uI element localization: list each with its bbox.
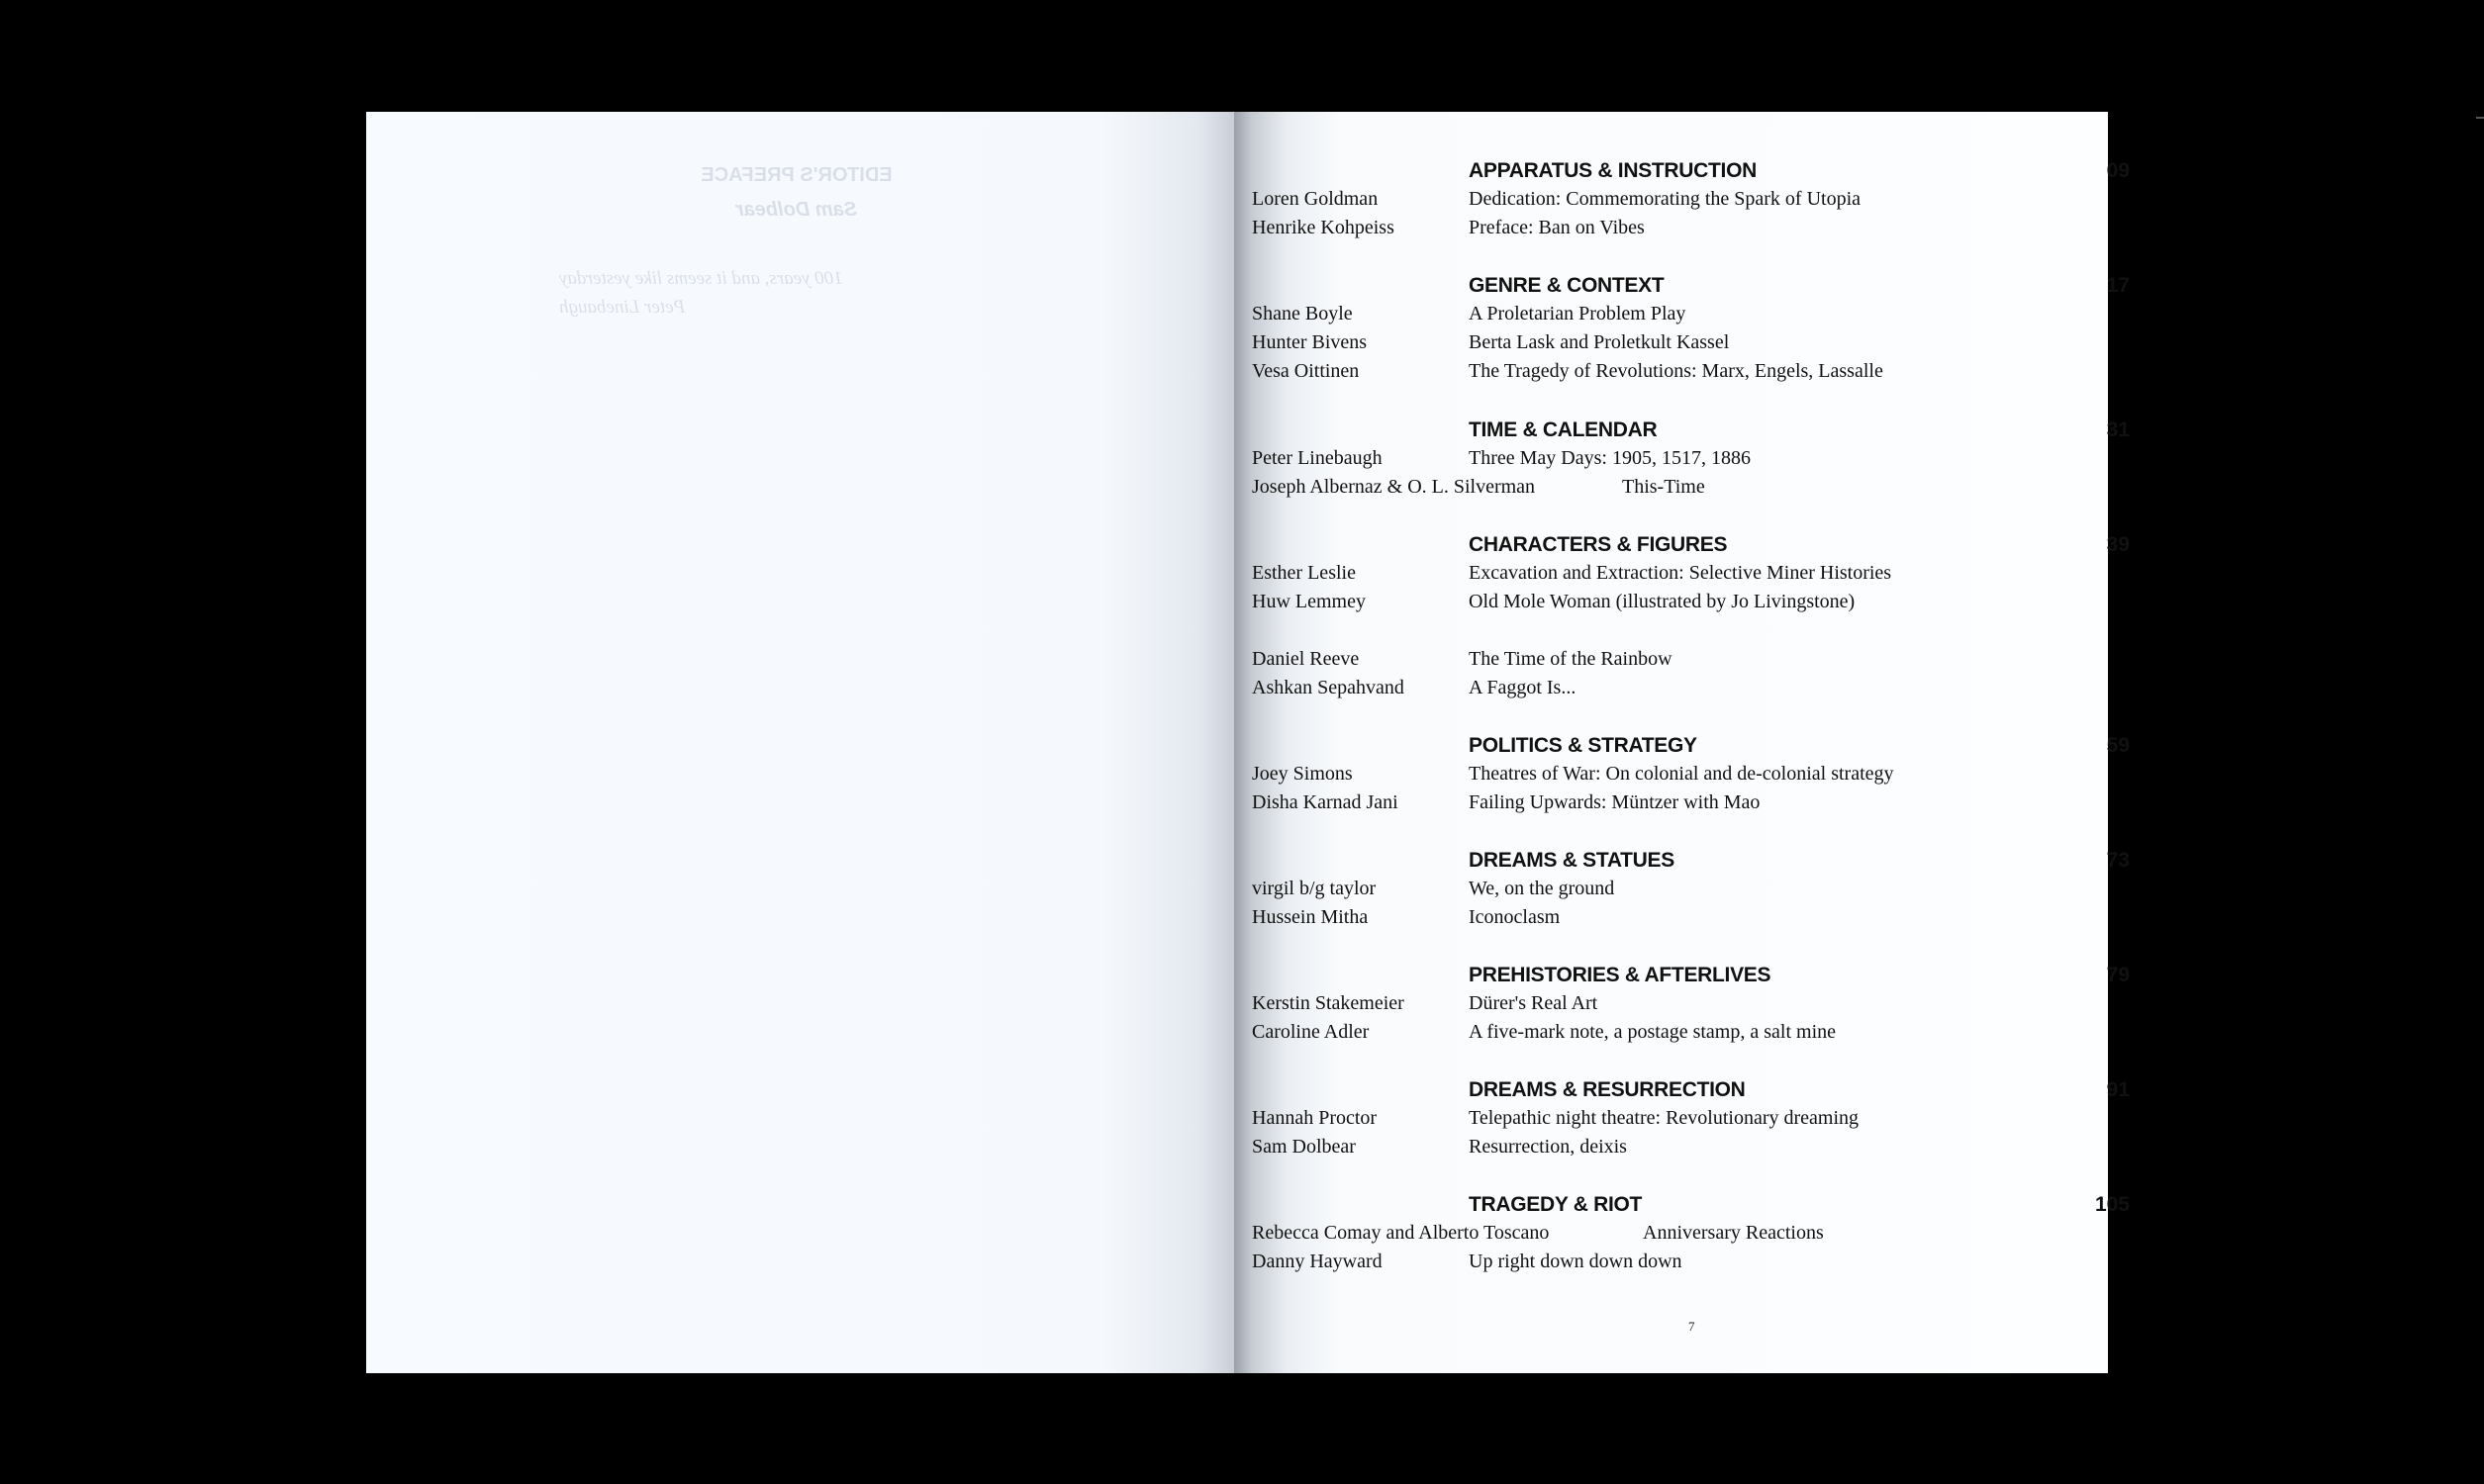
toc-entry <box>1234 360 2108 389</box>
toc-entry <box>1234 648 2108 677</box>
entry-title: Failing Upwards: Müntzer with Mao <box>1469 791 1761 813</box>
section-page-number: 79 <box>2106 964 2130 986</box>
entry-author: Disha Karnad Jani <box>1252 791 1398 813</box>
entry-title: Three May Days: 1905, 1517, 1886 <box>1469 447 1751 469</box>
toc-entry <box>1234 188 2108 217</box>
section-title: TIME & CALENDAR <box>1469 418 1658 441</box>
entry-title: The Time of the Rainbow <box>1469 648 1672 670</box>
section-page-number: 73 <box>2106 849 2130 872</box>
section-page-number: 59 <box>2106 734 2130 757</box>
left-page <box>366 112 1234 1373</box>
section-page-number: 39 <box>2106 533 2130 556</box>
entry-author: Danny Hayward <box>1252 1251 1383 1272</box>
table-of-contents <box>1234 112 2130 1373</box>
entry-author: Loren Goldman <box>1252 188 1379 210</box>
page-number: 7 <box>1688 1319 1695 1334</box>
toc-entry <box>1234 217 2108 245</box>
entry-author: Esther Leslie <box>1252 562 1356 584</box>
section-title: POLITICS & STRATEGY <box>1469 734 1697 757</box>
entry-author: Rebecca Comay and Alberto Toscano <box>1252 1222 1550 1244</box>
toc-entry <box>1234 591 2108 619</box>
entry-title: Berta Lask and Proletkult Kassel <box>1469 331 1730 353</box>
section-title: CHARACTERS & FIGURES <box>1469 533 1728 556</box>
toc-entry <box>1234 677 2108 705</box>
section-page-number: 105 <box>2094 1193 2130 1216</box>
entry-author: Hussein Mitha <box>1252 906 1369 928</box>
entry-author: Ashkan Sepahvand <box>1252 677 1404 698</box>
entry-author: Caroline Adler <box>1252 1021 1370 1043</box>
entry-author: Kerstin Stakemeier <box>1252 992 1404 1014</box>
entry-author: Joseph Albernaz & O. L. Silverman <box>1252 476 1536 498</box>
section-title: GENRE & CONTEXT <box>1469 274 1665 297</box>
entry-author: Vesa Oittinen <box>1252 360 1360 382</box>
entry-author: Daniel Reeve <box>1252 648 1360 670</box>
section-title: APPARATUS & INSTRUCTION <box>1469 159 1757 182</box>
toc-entry <box>1234 331 2108 360</box>
toc-entry <box>1234 1222 2108 1251</box>
toc-entry <box>1234 303 2108 331</box>
section-page-number: 09 <box>2106 159 2130 182</box>
section-page-number: 31 <box>2106 418 2130 441</box>
entry-title: The Tragedy of Revolutions: Marx, Engels, Lassalle <box>1469 360 1883 382</box>
section-page-number: 17 <box>2106 274 2130 297</box>
entry-author: Joey Simons <box>1252 763 1353 785</box>
entry-author: Shane Boyle <box>1252 303 1353 325</box>
entry-author: Hunter Bivens <box>1252 331 1368 353</box>
toc-entry <box>1234 763 2108 791</box>
entry-author: Huw Lemmey <box>1252 591 1366 612</box>
entry-title: Preface: Ban on Vibes <box>1469 217 1645 238</box>
book-spread <box>366 112 2130 1373</box>
toc-entry <box>1234 1251 2108 1279</box>
entry-title: Old Mole Woman (illustrated by Jo Livingstone) <box>1469 591 1856 612</box>
section-page-number: 91 <box>2106 1078 2130 1101</box>
toc-entry <box>1234 476 2108 505</box>
toc-entry <box>1234 1021 2108 1050</box>
toc-entry <box>1234 447 2108 476</box>
entry-author: Sam Dolbear <box>1252 1136 1356 1158</box>
entry-title: Dürer's Real Art <box>1469 992 1598 1014</box>
toc-entry <box>1234 906 2108 935</box>
print-speck <box>2476 117 2484 119</box>
entry-author: Hannah Proctor <box>1252 1107 1378 1129</box>
toc-entry <box>1234 878 2108 906</box>
entry-title: Iconoclasm <box>1469 906 1561 928</box>
entry-title: Resurrection, deixis <box>1469 1136 1627 1158</box>
entry-title: Theatres of War: On colonial and de-colonial strategy <box>1469 763 1894 785</box>
entry-title: Telepathic night theatre: Revolutionary dreaming <box>1469 1107 1860 1129</box>
right-page <box>1234 112 2130 1373</box>
entry-title: Dedication: Commemorating the Spark of Utopia <box>1469 188 1862 210</box>
ghost-epigraph <box>559 264 1173 322</box>
section-title: TRAGEDY & RIOT <box>1469 1193 1643 1216</box>
ghost-heading: EDITOR'S PREFACE <box>701 164 893 186</box>
entry-title: A Proletarian Problem Play <box>1469 303 1686 325</box>
entry-author: Peter Linebaugh <box>1252 447 1383 469</box>
ghost-epigraph-author: Peter Linebaugh <box>559 297 686 318</box>
section-title: DREAMS & STATUES <box>1469 849 1674 872</box>
toc-entry <box>1234 992 2108 1021</box>
section-title: PREHISTORIES & AFTERLIVES <box>1469 964 1771 986</box>
bleed-through-text <box>421 161 1173 1348</box>
ghost-epigraph-text: 100 years, and it seems like yesterday <box>559 268 843 289</box>
toc-entry <box>1234 562 2108 591</box>
entry-title: Up right down down down <box>1469 1251 1682 1272</box>
ghost-byline: Sam Dolbear <box>735 199 858 221</box>
toc-entry <box>1234 791 2108 820</box>
toc-entry <box>1234 1136 2108 1164</box>
entry-title: We, on the ground <box>1469 878 1615 899</box>
entry-title: Excavation and Extraction: Selective Miner Histories <box>1469 562 1892 584</box>
entry-title: A five-mark note, a postage stamp, a salt mine <box>1469 1021 1837 1043</box>
entry-title: This-Time <box>1622 476 1705 498</box>
toc-entry <box>1234 1107 2108 1136</box>
entry-author: virgil b/g taylor <box>1252 878 1377 899</box>
entry-title: Anniversary Reactions <box>1643 1222 1824 1244</box>
section-title: DREAMS & RESURRECTION <box>1469 1078 1746 1101</box>
entry-author: Henrike Kohpeiss <box>1252 217 1394 238</box>
entry-title: A Faggot Is... <box>1469 677 1576 698</box>
